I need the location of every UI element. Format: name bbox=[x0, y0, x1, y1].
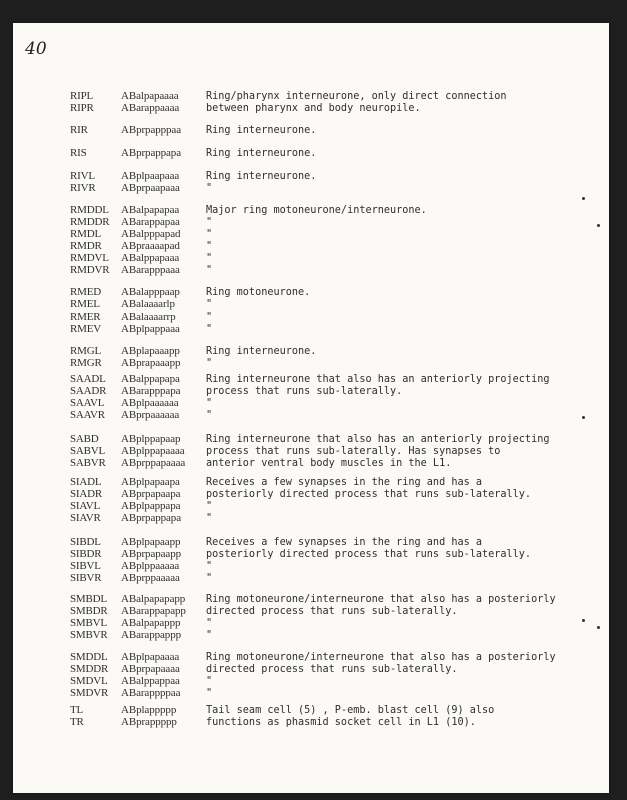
cell-description: Ring motoneurone/interneurone that also has a posteriorly bbox=[206, 594, 556, 605]
cell-name: RMER bbox=[70, 311, 101, 323]
cell-entry-row bbox=[13, 512, 609, 525]
scan-speck bbox=[582, 197, 585, 200]
cell-description: " bbox=[206, 253, 213, 264]
lineage-code: ABplppaaaaa bbox=[121, 560, 180, 572]
cell-name: RMEL bbox=[70, 298, 100, 310]
cell-description: between pharynx and body neuropile. bbox=[206, 103, 421, 114]
cell-description: Ring interneurone that also has an anteriorly projecting bbox=[206, 374, 550, 385]
cell-description: Ring interneurone. bbox=[206, 148, 317, 159]
cell-name: SMBVR bbox=[70, 629, 108, 641]
cell-description: " bbox=[206, 561, 213, 572]
cell-name: SAAVR bbox=[70, 409, 105, 421]
scan-speck bbox=[597, 626, 600, 629]
lineage-code: ABarappapapp bbox=[121, 605, 186, 617]
cell-description: " bbox=[206, 265, 213, 276]
lineage-code: ABplppapaap bbox=[121, 433, 181, 445]
cell-name: RIPL bbox=[70, 90, 94, 102]
lineage-code: ABprappppp bbox=[121, 716, 177, 728]
cell-name: SAADR bbox=[70, 385, 107, 397]
cell-description: Ring motoneurone. bbox=[206, 287, 311, 298]
lineage-code: ABarappappp bbox=[121, 629, 181, 641]
cell-name: SIBVR bbox=[70, 572, 102, 584]
cell-name: SMDVR bbox=[70, 687, 109, 699]
cell-description: " bbox=[206, 573, 213, 584]
cell-name: SMBDR bbox=[70, 605, 108, 617]
lineage-code: ABalpapapapp bbox=[121, 593, 186, 605]
cell-description: Ring interneurone. bbox=[206, 125, 317, 136]
lineage-code: ABprpapaapp bbox=[121, 548, 181, 560]
lineage-code: ABarappapaa bbox=[121, 216, 180, 228]
cell-description: " bbox=[206, 410, 213, 421]
lineage-code: ABprapaaapp bbox=[121, 357, 181, 369]
lineage-code: ABprpapaaaa bbox=[121, 663, 180, 675]
cell-description: Ring interneurone. bbox=[206, 346, 317, 357]
lineage-code: ABplapaaapp bbox=[121, 345, 180, 357]
cell-entry-row bbox=[13, 102, 609, 115]
cell-description: process that runs sub-laterally. bbox=[206, 386, 403, 397]
cell-name: SMDDR bbox=[70, 663, 109, 675]
cell-description: " bbox=[206, 229, 213, 240]
cell-entry-row bbox=[13, 323, 609, 336]
cell-entry-row bbox=[13, 357, 609, 370]
cell-entry-row bbox=[13, 182, 609, 195]
cell-description: " bbox=[206, 398, 213, 409]
lineage-code: ABarapppapa bbox=[121, 385, 181, 397]
cell-description: " bbox=[206, 618, 213, 629]
scan-speck bbox=[582, 416, 585, 419]
cell-description: Tail seam cell (5) , P-emb. blast cell (9) also bbox=[206, 705, 495, 716]
cell-name: RMDDL bbox=[70, 204, 109, 216]
lineage-code: ABprpappapa bbox=[121, 512, 181, 524]
lineage-code: ABalppapaaa bbox=[121, 252, 180, 264]
cell-name: SIADL bbox=[70, 476, 102, 488]
cell-entry-row bbox=[13, 124, 609, 137]
lineage-code: ABprpapppaa bbox=[121, 124, 181, 136]
cell-name: SMBDL bbox=[70, 593, 107, 605]
cell-description: " bbox=[206, 217, 213, 228]
cell-name: SABVR bbox=[70, 457, 106, 469]
cell-name: RMEV bbox=[70, 323, 101, 335]
cell-name: SMDDL bbox=[70, 651, 108, 663]
lineage-code: ABarapppaaa bbox=[121, 264, 180, 276]
cell-description: " bbox=[206, 501, 213, 512]
lineage-code: ABalaaaarlp bbox=[121, 298, 175, 310]
cell-description: " bbox=[206, 676, 213, 687]
cell-name: RIS bbox=[70, 147, 87, 159]
cell-name: RMDR bbox=[70, 240, 102, 252]
cell-entry-row bbox=[13, 298, 609, 311]
cell-description: Receives a few synapses in the ring and has a bbox=[206, 477, 483, 488]
cell-name: SABD bbox=[70, 433, 99, 445]
cell-name: RMED bbox=[70, 286, 101, 298]
cell-name: SIBDR bbox=[70, 548, 102, 560]
lineage-code: ABalppappaa bbox=[121, 675, 180, 687]
cell-description: Ring motoneurone/interneurone that also has a posteriorly bbox=[206, 652, 556, 663]
cell-name: RMDL bbox=[70, 228, 101, 240]
cell-name: SIADR bbox=[70, 488, 103, 500]
cell-name: RIR bbox=[70, 124, 88, 136]
cell-name: RMDDR bbox=[70, 216, 110, 228]
cell-entry-row bbox=[13, 629, 609, 642]
cell-description: Ring/pharynx interneurone, only direct connection bbox=[206, 91, 507, 102]
lineage-code: ABarappaaaa bbox=[121, 102, 180, 114]
lineage-code: ABprpapaapa bbox=[121, 488, 181, 500]
lineage-code: ABalpapapaa bbox=[121, 204, 180, 216]
lineage-code: ABplpapaaaa bbox=[121, 651, 180, 663]
cell-description: posteriorly directed process that runs sub-laterally. bbox=[206, 549, 532, 560]
cell-name: TR bbox=[70, 716, 84, 728]
lineage-code: ABprpaaaaaa bbox=[121, 409, 180, 421]
lineage-code: ABarappppaa bbox=[121, 687, 181, 699]
page-number: 40 bbox=[25, 39, 47, 59]
cell-entry-row bbox=[13, 457, 609, 470]
lineage-code: ABalpppapad bbox=[121, 228, 181, 240]
cell-description: anterior ventral body muscles in the L1. bbox=[206, 458, 452, 469]
cell-entry-row bbox=[13, 409, 609, 422]
lineage-code: ABplpaaaaaa bbox=[121, 397, 179, 409]
cell-name: RIVL bbox=[70, 170, 95, 182]
cell-description: " bbox=[206, 312, 213, 323]
cell-name: SIAVL bbox=[70, 500, 100, 512]
cell-description: " bbox=[206, 513, 213, 524]
lineage-code: ABalapppaap bbox=[121, 286, 180, 298]
cell-description: directed process that runs sub-laterally. bbox=[206, 664, 458, 675]
cell-name: RIPR bbox=[70, 102, 94, 114]
cell-entry-row bbox=[13, 716, 609, 729]
cell-name: SIAVR bbox=[70, 512, 101, 524]
cell-description: Major ring motoneurone/interneurone. bbox=[206, 205, 427, 216]
lineage-code: ABprpappapa bbox=[121, 147, 181, 159]
lineage-code: ABplppapaaaa bbox=[121, 445, 185, 457]
cell-entry-row bbox=[13, 572, 609, 585]
cell-description: Ring interneurone that also has an anteriorly projecting bbox=[206, 434, 550, 445]
lineage-code: ABpraaaapad bbox=[121, 240, 180, 252]
cell-name: RMDVL bbox=[70, 252, 109, 264]
lineage-code: ABprppaaaaa bbox=[121, 572, 180, 584]
document-page bbox=[13, 23, 609, 793]
scan-speck bbox=[597, 224, 600, 227]
scan-speck bbox=[582, 619, 585, 622]
cell-entry-row bbox=[13, 147, 609, 160]
cell-name: SIBDL bbox=[70, 536, 101, 548]
lineage-code: ABprppapaaaa bbox=[121, 457, 186, 469]
cell-description: functions as phasmid socket cell in L1 (10). bbox=[206, 717, 476, 728]
cell-name: RIVR bbox=[70, 182, 96, 194]
lineage-code: ABprpaapaaa bbox=[121, 182, 180, 194]
cell-description: directed process that runs sub-laterally. bbox=[206, 606, 458, 617]
cell-description: " bbox=[206, 358, 213, 369]
cell-name: SAADL bbox=[70, 373, 106, 385]
cell-entry-row bbox=[13, 687, 609, 700]
lineage-code: ABalpapaaaa bbox=[121, 90, 179, 102]
lineage-code: ABalppapapa bbox=[121, 373, 180, 385]
cell-name: SMDVL bbox=[70, 675, 108, 687]
cell-description: Receives a few synapses in the ring and has a bbox=[206, 537, 483, 548]
lineage-code: ABplappppp bbox=[121, 704, 177, 716]
cell-name: SIBVL bbox=[70, 560, 101, 572]
cell-description: " bbox=[206, 183, 213, 194]
cell-description: " bbox=[206, 688, 213, 699]
lineage-code: ABplpappapa bbox=[121, 500, 181, 512]
cell-description: " bbox=[206, 299, 213, 310]
cell-name: SAAVL bbox=[70, 397, 105, 409]
cell-name: RMGR bbox=[70, 357, 102, 369]
cell-description: Ring interneurone. bbox=[206, 171, 317, 182]
cell-name: SMBVL bbox=[70, 617, 107, 629]
lineage-code: ABplpapaapa bbox=[121, 476, 180, 488]
cell-description: " bbox=[206, 630, 213, 641]
cell-name: RMGL bbox=[70, 345, 101, 357]
cell-description: posteriorly directed process that runs sub-laterally. bbox=[206, 489, 532, 500]
cell-name: TL bbox=[70, 704, 84, 716]
lineage-code: ABplpapaapp bbox=[121, 536, 181, 548]
cell-description: " bbox=[206, 241, 213, 252]
lineage-code: ABalpapappp bbox=[121, 617, 181, 629]
cell-description: " bbox=[206, 324, 213, 335]
cell-name: SABVL bbox=[70, 445, 106, 457]
lineage-code: ABplpappaaa bbox=[121, 323, 180, 335]
cell-entry-row bbox=[13, 264, 609, 277]
lineage-code: ABplpaapaaa bbox=[121, 170, 180, 182]
cell-description: process that runs sub-laterally. Has synapses to bbox=[206, 446, 501, 457]
lineage-code: ABalaaaarrp bbox=[121, 311, 176, 323]
cell-name: RMDVR bbox=[70, 264, 110, 276]
